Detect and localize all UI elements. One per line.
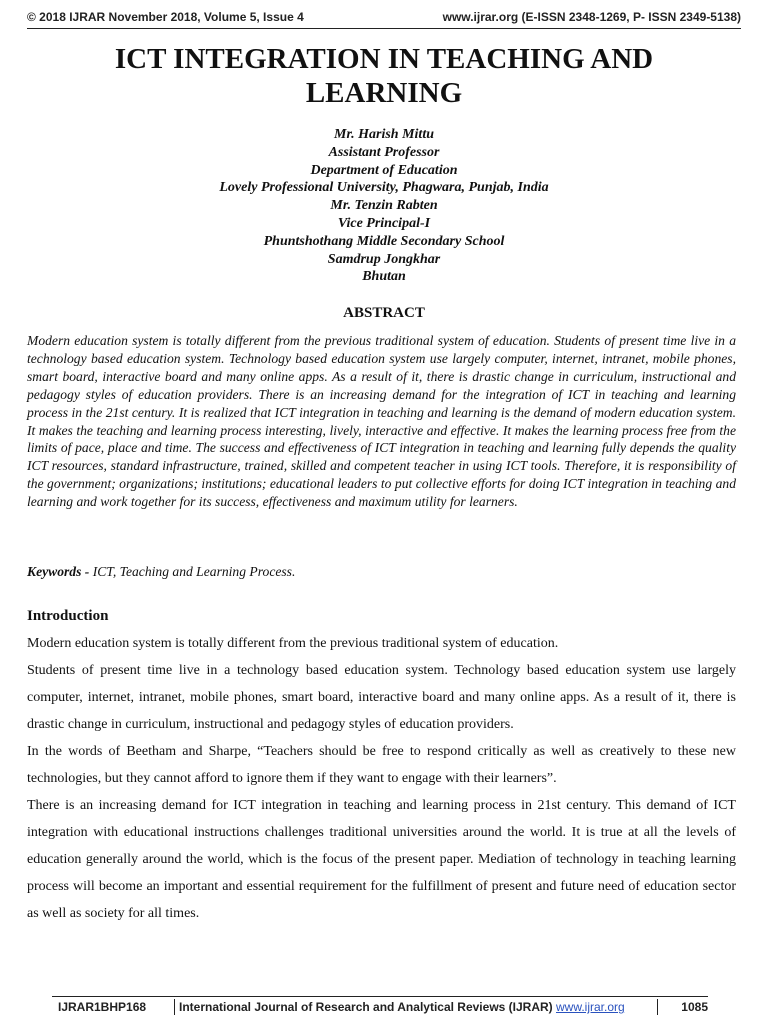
- author-block: [40, 126, 728, 286]
- footer-separator: [174, 999, 175, 1015]
- author-designation-1: Assistant Professor: [328, 144, 440, 160]
- author-country-2: Bhutan: [362, 269, 406, 285]
- footer-rule: [52, 996, 708, 997]
- footer-row: [52, 999, 708, 1015]
- author-department-1: Department of Education: [310, 162, 458, 178]
- introduction-paragraph: Students of present time live in a technology based education system. Technology based education system use largely computer, internet, intranet, mobile phones, smart board, interactive board and many online apps. As a result of it, there is drastic change in curriculum, instructional and pedagogy styles of education providers.: [27, 663, 736, 732]
- header-journal-info: © 2018 IJRAR November 2018, Volume 5, Issue 4: [27, 10, 304, 24]
- abstract-heading: ABSTRACT: [343, 305, 425, 321]
- introduction-paragraph: Modern education system is totally different from the previous traditional system of education.: [27, 636, 559, 651]
- footer-journal-name: International Journal of Research and Analytical Reviews (IJRAR): [179, 1000, 553, 1014]
- keywords-text: ICT, Teaching and Learning Process.: [89, 564, 296, 579]
- footer-journal: [179, 1000, 653, 1014]
- header-rule: [27, 28, 741, 29]
- footer-journal-link[interactable]: www.ijrar.org: [556, 1000, 625, 1014]
- introduction-paragraph: In the words of Beetham and Sharpe, “Teachers should be free to respond critically as well as creatively to these new technologies, but they cannot afford to ignore them if they want to engage with their learners”.: [27, 744, 736, 786]
- author-designation-2: Vice Principal-I: [337, 215, 431, 231]
- author-affiliation-1: Lovely Professional University, Phagwara, Punjab, India: [219, 180, 549, 196]
- introduction-body: [27, 630, 736, 927]
- page-footer: [52, 996, 708, 1018]
- header-issn-info: www.ijrar.org (E-ISSN 2348-1269, P- ISSN 2349-5138): [442, 10, 741, 24]
- paper-title: [40, 42, 728, 110]
- footer-page-number: 1085: [681, 1000, 708, 1014]
- keywords-line: [27, 563, 736, 581]
- author-name-1: Mr. Harish Mittu: [334, 127, 434, 142]
- footer-paper-id: IJRAR1BHP168: [58, 1000, 147, 1014]
- paper-title-line-1: ICT INTEGRATION IN TEACHING AND: [114, 43, 654, 75]
- author-location-2: Samdrup Jongkhar: [327, 251, 441, 267]
- page-header: [27, 8, 741, 28]
- author-affiliation-2: Phuntshothang Middle Secondary School: [263, 233, 505, 249]
- introduction-heading: Introduction: [27, 608, 109, 624]
- introduction-paragraph: There is an increasing demand for ICT integration in teaching and learning process in 21st century. This demand of ICT integration with educational instructions challenges traditional universities around the world. It is true at all the levels of education generally around the world, which is the focus of the present paper. Mediation of technology in teaching learning process will become an important and essential requirement for the fulfillment of present and future need of education sector as well as society for all times.: [27, 798, 736, 921]
- author-name-2: Mr. Tenzin Rabten: [330, 198, 438, 214]
- footer-separator: [657, 999, 658, 1015]
- paper-title-line-2: LEARNING: [305, 77, 463, 109]
- abstract-text: Modern education system is totally different from the previous traditional system of education. Students of present time live in a technology based education system. Technology based education system use largely computer, internet, intranet, mobile phones, smart board, interactive board and many online apps. As a result of it, there is drastic change in curriculum, instructional and pedagogy styles of education providers. There is an increasing demand for the integration of ICT in teaching and learning process in the 21st century. It is realized that ICT integration in teaching and learning is the demand of modern education system. It makes the teaching and learning process interesting, lively, interactive and effective. It makes the learning process free from the limits of pace, place and time. The success and effectiveness of ICT integration in teaching and learning fully depends the quality ICT resources, standard infrastructure, trained, skilled and competent teacher in using ICT tools. Therefore, it is responsibility of the government; organizations; institutions; educational leaders to put collective efforts for doing ICT integration in teaching and learning and work together for its success, effectiveness and maximum utility for learners.: [27, 333, 736, 510]
- keywords-label: Keywords -: [27, 564, 90, 579]
